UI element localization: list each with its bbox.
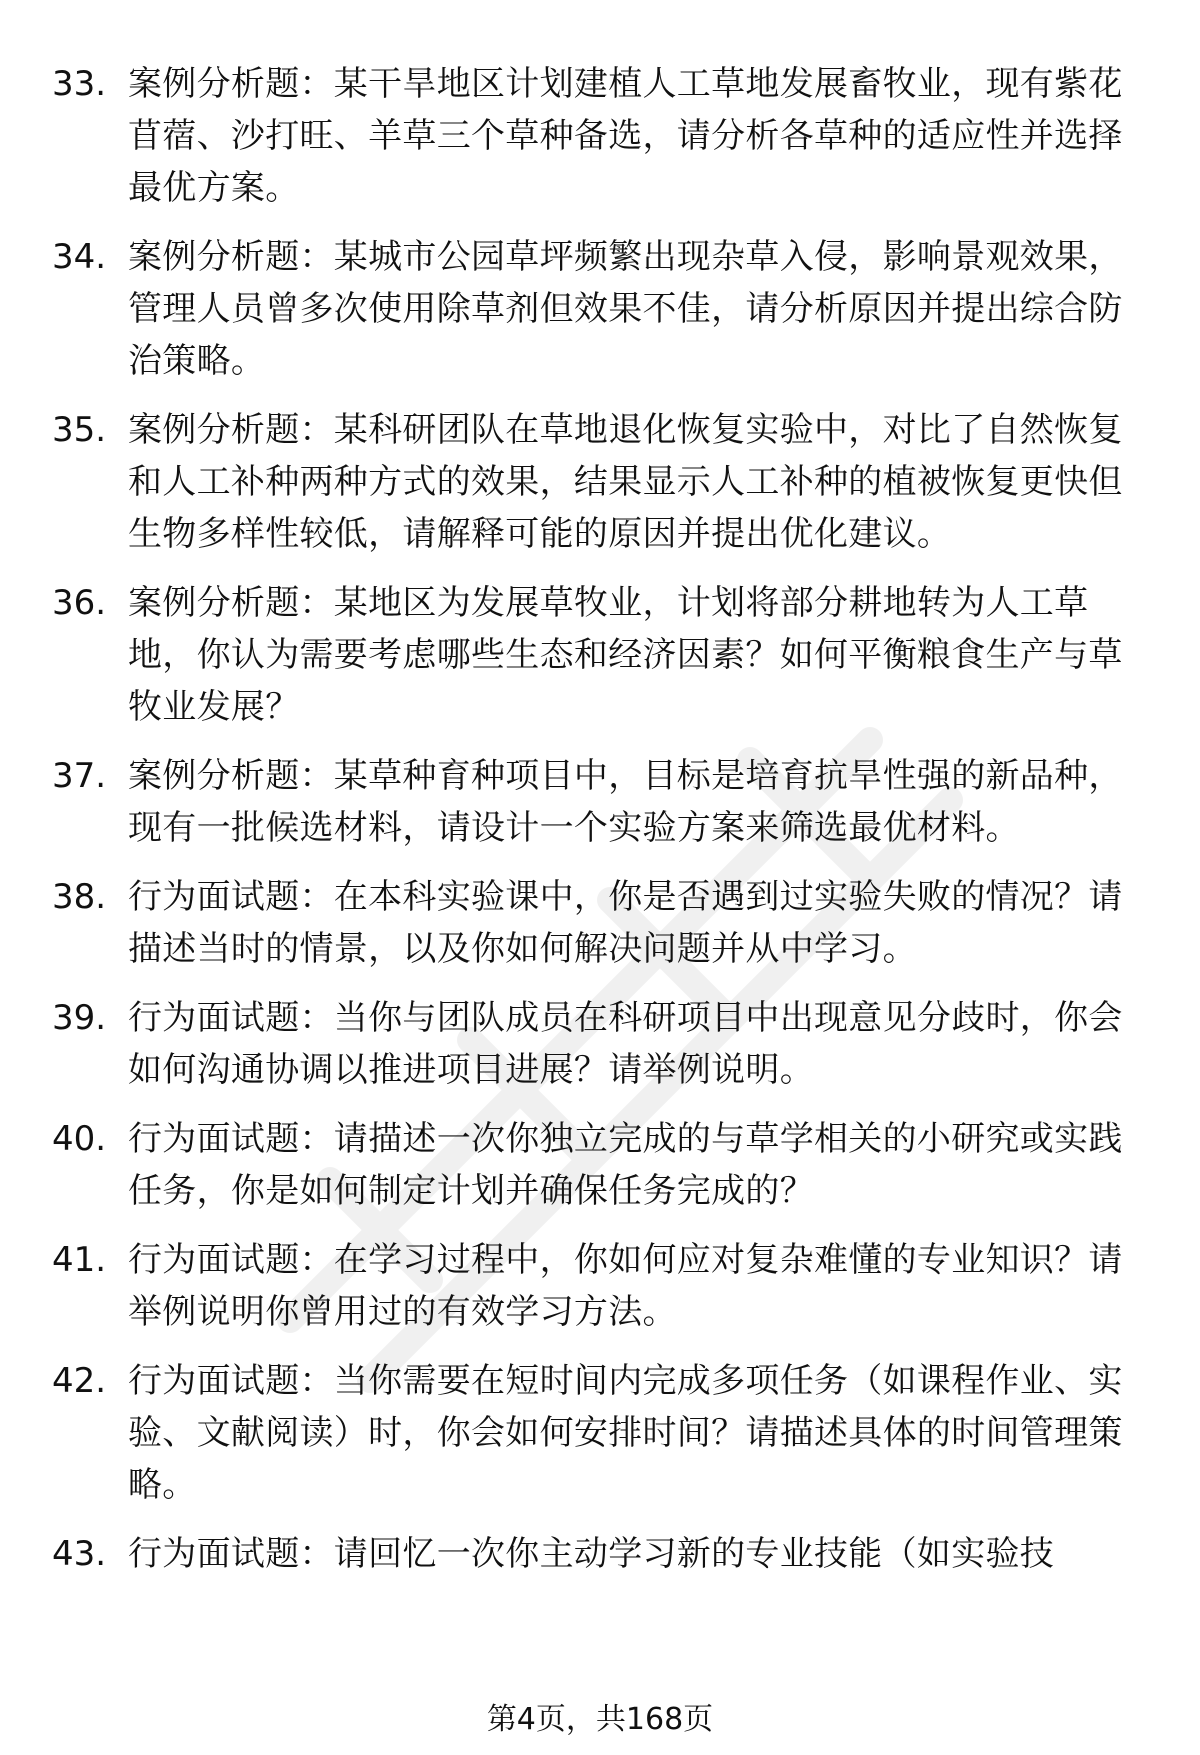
question-text: 案例分析题：某草种育种项目中，目标是培育抗旱性强的新品种，现有一批候选材料，请设计一个实验方案来筛选最优材料。: [128, 756, 1123, 848]
question-item: [52, 577, 1152, 733]
question-number: 41.: [52, 1240, 107, 1280]
question-text: 案例分析题：某干旱地区计划建植人工草地发展畜牧业，现有紫花苜蓿、沙打旺、羊草三个草种备选，请分析各草种的适应性并选择最优方案。: [128, 64, 1123, 208]
question-text: 行为面试题：当你与团队成员在科研项目中出现意见分歧时，你会如何沟通协调以推进项目进展？请举例说明。: [128, 998, 1123, 1090]
question-text: 案例分析题：某科研团队在草地退化恢复实验中，对比了自然恢复和人工补种两种方式的效果，结果显示人工补种的植被恢复更快但生物多样性较低，请解释可能的原因并提出优化建议。: [128, 410, 1123, 554]
question-text: 行为面试题：请回忆一次你主动学习新的专业技能（如实验技: [128, 1534, 1055, 1574]
question-number: 34.: [52, 237, 107, 277]
question-number: 43.: [52, 1534, 107, 1574]
question-number: 42.: [52, 1361, 107, 1401]
question-item: [52, 1234, 1152, 1338]
page-footer: 第4页，共168页: [486, 1702, 714, 1737]
question-item: [52, 231, 1152, 387]
question-list: [52, 58, 1152, 1597]
question-text: 行为面试题：在本科实验课中，你是否遇到过实验失败的情况？请描述当时的情景，以及你如何解决问题并从中学习。: [128, 877, 1123, 969]
question-item: [52, 1355, 1152, 1511]
question-item: [52, 58, 1152, 214]
question-item: [52, 1113, 1152, 1217]
question-text: 案例分析题：某地区为发展草牧业，计划将部分耕地转为人工草地，你认为需要考虑哪些生态和经济因素？如何平衡粮食生产与草牧业发展？: [128, 583, 1123, 727]
question-number: 35.: [52, 410, 107, 450]
question-item: [52, 1528, 1152, 1580]
question-item: [52, 871, 1152, 975]
question-item: [52, 750, 1152, 854]
question-number: 33.: [52, 64, 107, 104]
question-number: 37.: [52, 756, 107, 796]
question-text: 行为面试题：在学习过程中，你如何应对复杂难懂的专业知识？请举例说明你曾用过的有效学习方法。: [128, 1240, 1123, 1332]
question-number: 40.: [52, 1119, 107, 1159]
question-text: 案例分析题：某城市公园草坪频繁出现杂草入侵，影响景观效果，管理人员曾多次使用除草剂但效果不佳，请分析原因并提出综合防治策略。: [128, 237, 1123, 381]
question-item: [52, 404, 1152, 560]
question-text: 行为面试题：当你需要在短时间内完成多项任务（如课程作业、实验、文献阅读）时，你会如何安排时间？请描述具体的时间管理策略。: [128, 1361, 1123, 1505]
question-number: 38.: [52, 877, 107, 917]
question-number: 36.: [52, 583, 107, 623]
question-item: [52, 992, 1152, 1096]
question-text: 行为面试题：请描述一次你独立完成的与草学相关的小研究或实践任务，你是如何制定计划并确保任务完成的？: [128, 1119, 1123, 1211]
question-number: 39.: [52, 998, 107, 1038]
